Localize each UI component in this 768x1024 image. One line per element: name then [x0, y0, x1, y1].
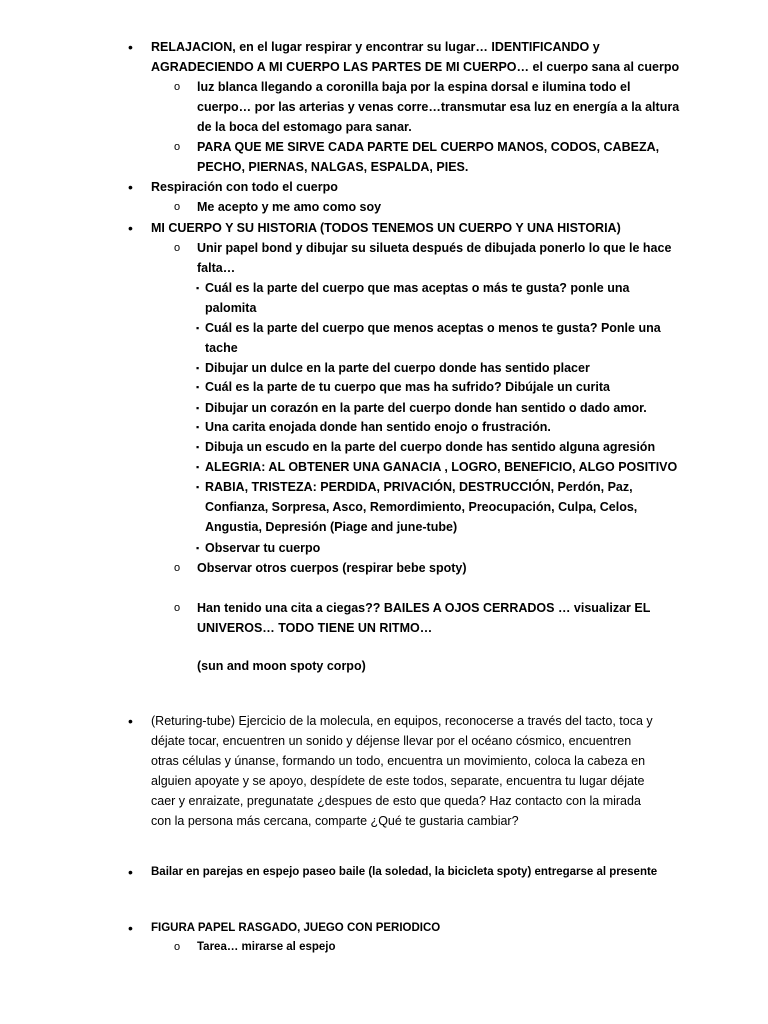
item-4-line-4: alguien apoyate y se apoyo, despídete de este todos, separate, encuentra tu lugar déjate	[151, 774, 645, 788]
item-1-line-1: RELAJACION, en el lugar respirar y encontrar su lugar… IDENTIFICANDO y	[151, 40, 600, 54]
bullet-glyph: •	[128, 920, 133, 936]
item-4-line-3: otras células y únanse, formando un todo, encuentra un movimiento, coloca la cabeza en	[151, 754, 646, 768]
question-5-line-1: Dibujar un corazón en la parte del cuerpo donde han sentido o dado amor.	[205, 401, 647, 415]
question-6-line-1: Una carita enojada donde han sentido enojo o frustración.	[205, 420, 551, 434]
sub-3-2-line-1: Observar otros cuerpos (respirar bebe spoty)	[197, 561, 467, 575]
question-7-line-1: Dibuja un escudo en la parte del cuerpo donde has sentido alguna agresión	[205, 440, 656, 454]
circle-glyph: o	[174, 81, 181, 93]
bullet-glyph: •	[128, 864, 133, 880]
bullet-glyph: •	[128, 39, 133, 55]
square-glyph: ▪	[196, 422, 200, 432]
sub-1-2-line-2: PECHO, PIERNAS, NALGAS, ESPALDA, PIES.	[197, 160, 469, 174]
question-10-line-1: Observar tu cuerpo	[205, 541, 321, 555]
square-glyph: ▪	[196, 442, 200, 452]
question-1-line-2: palomita	[205, 301, 257, 315]
sub-3-3-line-1: Han tenido una cita a ciegas?? BAILES A OJOS CERRADOS … visualizar EL	[197, 601, 651, 615]
item-4-line-2: déjate tocar, encuentren un sonido y déjense llevar por el océano cósmico, encuentren	[151, 734, 632, 748]
square-glyph: ▪	[196, 482, 200, 492]
sub-1-1-line-3: de la boca del estomago para sanar.	[197, 120, 412, 134]
item-6-line-1: FIGURA PAPEL RASGADO, JUEGO CON PERIODICO	[151, 922, 441, 934]
square-glyph: ▪	[196, 382, 200, 392]
question-2-line-2: tache	[205, 341, 238, 355]
item-1-line-2: AGRADECIENDO A MI CUERPO LAS PARTES DE MI CUERPO… el cuerpo sana al cuerpo	[151, 60, 680, 74]
sub-1-1-line-2: cuerpo… por las arterias y venas corre…transmutar esa luz en energía a la altura	[197, 100, 680, 114]
square-glyph: ▪	[196, 543, 200, 553]
item-4-line-6: con la persona más cercana, comparte ¿Qué te gustaria cambiar?	[151, 814, 519, 828]
question-9-line-3: Angustia, Depresión (Piage and june-tube)	[205, 520, 458, 534]
circle-glyph: o	[174, 242, 181, 254]
sub-3-3-line-3: (sun and moon spoty corpo)	[197, 659, 366, 673]
sub-1-1-line-1: luz blanca llegando a coronilla baja por la espina dorsal e ilumina todo el	[197, 80, 631, 94]
sub-2-1-line-1: Me acepto y me amo como soy	[197, 200, 382, 214]
bullet-glyph: •	[128, 220, 133, 236]
question-4-line-1: Cuál es la parte de tu cuerpo que mas ha sufrido? Dibújale un curita	[205, 380, 610, 394]
item-5-line-1: Bailar en parejas en espejo paseo baile (la soledad, la bicicleta spoty) entregarse al presente	[151, 866, 658, 878]
bullet-glyph: •	[128, 713, 133, 729]
sub-3-1-line-1: Unir papel bond y dibujar su silueta después de dibujada ponerlo lo que le hace	[197, 241, 672, 255]
item-4-line-1: (Returing-tube) Ejercicio de la molecula, en equipos, reconocerse a través del tacto, toca y	[151, 714, 653, 728]
question-9-line-1: RABIA, TRISTEZA: PERDIDA, PRIVACIÓN, DESTRUCCIÓN, Perdón, Paz,	[205, 480, 633, 494]
circle-glyph: o	[174, 201, 181, 213]
item-4-line-5: caer y enraizate, pregunatate ¿despues de esto que queda? Haz contacto con la mirada	[151, 794, 641, 808]
square-glyph: ▪	[196, 283, 200, 293]
square-glyph: ▪	[196, 403, 200, 413]
sub-1-2-line-1: PARA QUE ME SIRVE CADA PARTE DEL CUERPO MANOS, CODOS, CABEZA,	[197, 140, 660, 154]
item-2-line-1: Respiración con todo el cuerpo	[151, 180, 338, 194]
circle-glyph: o	[174, 602, 181, 614]
sub-3-1-line-2: falta…	[197, 261, 236, 275]
square-glyph: ▪	[196, 363, 200, 373]
sub-3-3-line-2: UNIVEROS… TODO TIENE UN RITMO…	[197, 621, 433, 635]
circle-glyph: o	[174, 141, 181, 153]
circle-glyph: o	[174, 562, 181, 574]
question-3-line-1: Dibujar un dulce en la parte del cuerpo donde has sentido placer	[205, 361, 590, 375]
question-2-line-1: Cuál es la parte del cuerpo que menos aceptas o menos te gusta? Ponle una	[205, 321, 661, 335]
square-glyph: ▪	[196, 323, 200, 333]
circle-glyph: o	[174, 941, 181, 953]
question-9-line-2: Confianza, Sorpresa, Asco, Remordimiento, Preocupación, Culpa, Celos,	[205, 500, 638, 514]
question-8-line-1: ALEGRIA: AL OBTENER UNA GANACIA , LOGRO, BENEFICIO, ALGO POSITIVO	[205, 460, 678, 474]
sub-6-1-line-1: Tarea… mirarse al espejo	[197, 941, 336, 953]
bullet-glyph: •	[128, 179, 133, 195]
question-1-line-1: Cuál es la parte del cuerpo que mas aceptas o más te gusta? ponle una	[205, 281, 630, 295]
square-glyph: ▪	[196, 462, 200, 472]
item-3-line-1: MI CUERPO Y SU HISTORIA (TODOS TENEMOS UN CUERPO Y UNA HISTORIA)	[151, 221, 621, 235]
